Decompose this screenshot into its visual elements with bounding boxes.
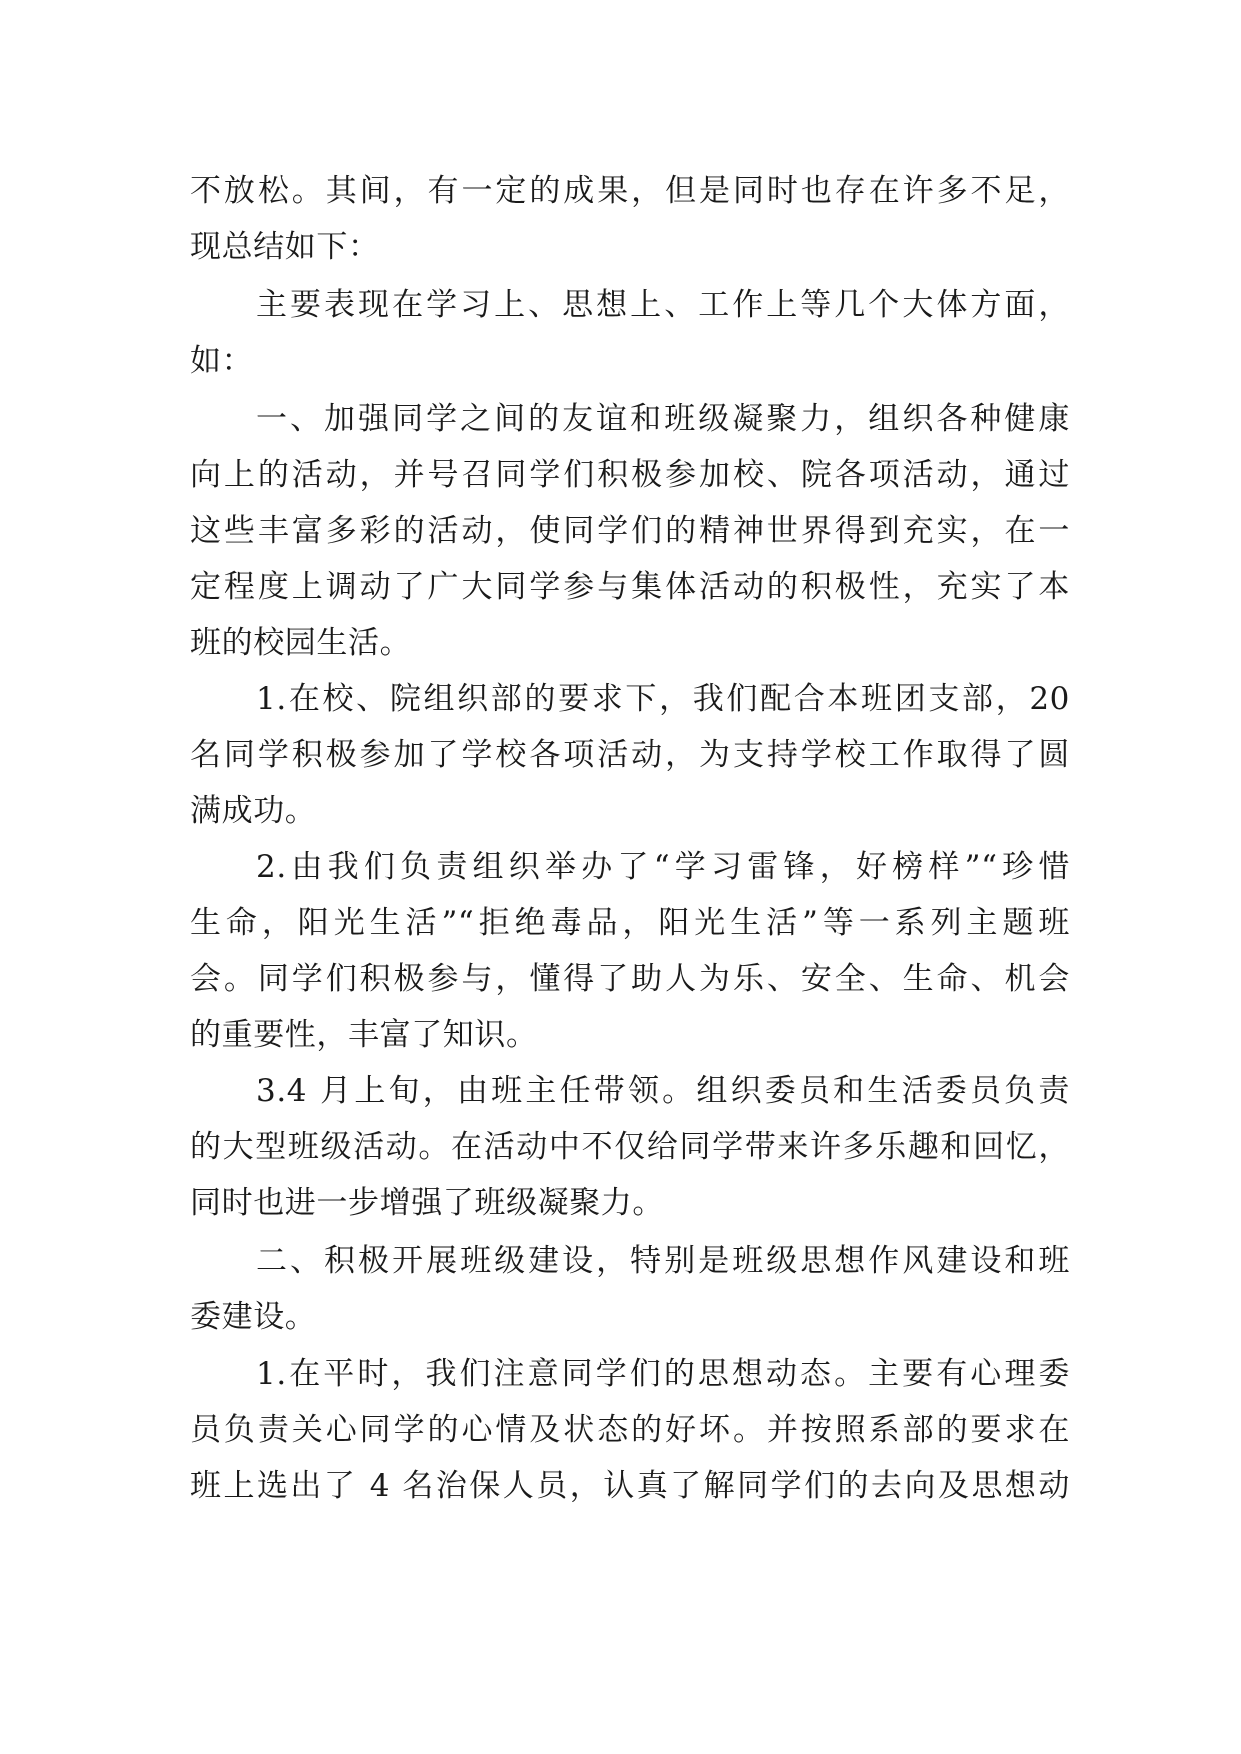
paragraph-line: 同时也进一步增强了班级凝聚力。: [190, 1185, 664, 1221]
paragraph-line: 定程度上调动了广大同学参与集体活动的积极性，充实了本: [190, 569, 1070, 605]
paragraph-line: 班的校园生活。: [190, 625, 412, 661]
list-item-line: 1.在平时，我们注意同学们的思想动态。主要有心理委: [256, 1356, 1070, 1392]
paragraph-line: 向上的活动，并号召同学们积极参加校、院各项活动，通过: [190, 457, 1070, 493]
paragraph-line: 现总结如下：: [190, 229, 380, 265]
paragraph-line: 员负责关心同学的心情及状态的好坏。并按照系部的要求在: [190, 1412, 1070, 1448]
list-item-line: 2.由我们负责组织举办了“学习雷锋，好榜样”“珍惜: [256, 849, 1070, 885]
paragraph-line: 的大型班级活动。在活动中不仅给同学带来许多乐趣和回忆，: [190, 1129, 1070, 1165]
list-item-line: 3.4 月上旬，由班主任带领。组织委员和生活委员负责: [256, 1073, 1070, 1109]
paragraph-line: 的重要性，丰富了知识。: [190, 1017, 538, 1053]
paragraph-line: 主要表现在学习上、思想上、工作上等几个大体方面，: [256, 287, 1070, 323]
list-item-line: 1.在校、院组织部的要求下，我们配合本班团支部，20: [256, 681, 1070, 717]
paragraph-line: 如：: [190, 343, 254, 379]
paragraph-line: 班上选出了 4 名治保人员，认真了解同学们的去向及思想动: [190, 1468, 1070, 1504]
section-heading-line: 二、积极开展班级建设，特别是班级思想作风建设和班: [256, 1243, 1070, 1279]
paragraph-line: 生命，阳光生活”“拒绝毒品，阳光生活”等一系列主题班: [190, 905, 1070, 941]
paragraph-line: 委建设。: [190, 1299, 317, 1335]
paragraph-line: 不放松。其间，有一定的成果，但是同时也存在许多不足，: [190, 173, 1070, 209]
section-heading-line: 一、加强同学之间的友谊和班级凝聚力，组织各种健康: [256, 401, 1070, 437]
paragraph-line: 满成功。: [190, 793, 317, 829]
paragraph-line: 会。同学们积极参与，懂得了助人为乐、安全、生命、机会: [190, 961, 1070, 997]
paragraph-line: 名同学积极参加了学校各项活动，为支持学校工作取得了圆: [190, 737, 1070, 773]
paragraph-line: 这些丰富多彩的活动，使同学们的精神世界得到充实，在一: [190, 513, 1070, 549]
